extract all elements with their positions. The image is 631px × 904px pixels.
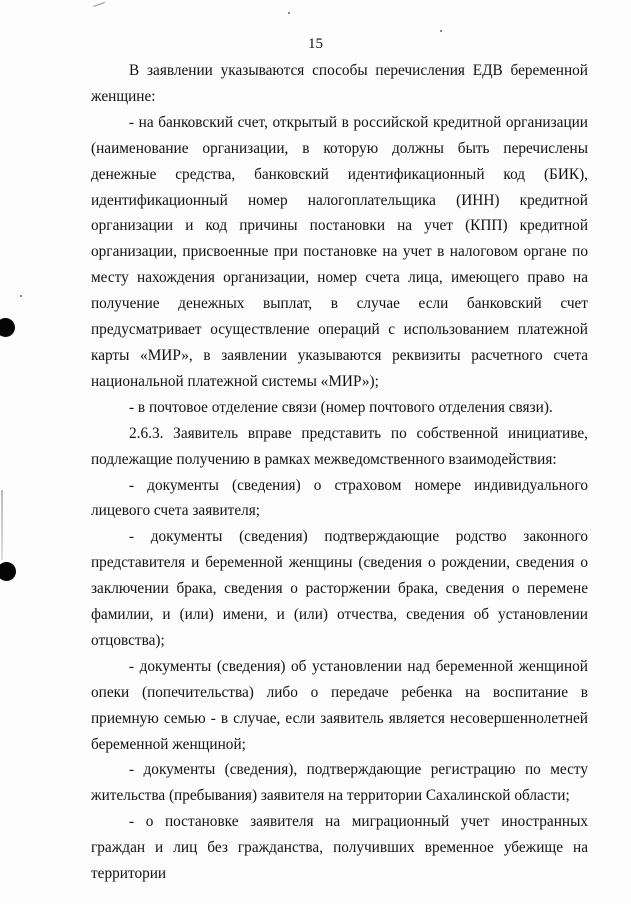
paragraph: - документы (сведения) об установлении над беременной женщиной опеки (попечительства) либо о передаче ребенка на воспитание в приемную семью - в случае, если заявитель является несовершеннолетней беременной женщиной; — [91, 657, 588, 753]
scan-speck — [440, 30, 442, 32]
document-body — [91, 58, 588, 887]
paragraph: В заявлении указываются способы перечисления ЕДВ беременной женщине: — [91, 62, 588, 105]
paragraph: - о постановке заявителя на миграционный учет иностранных граждан и лиц без гражданства, получивших временное убежище на территории — [91, 813, 588, 883]
scan-speck — [20, 295, 22, 297]
paragraph: - на банковский счет, открытый в российской кредитной организации (наименование организации, в которую должны быть перечислены денежные средства, банковский идентификационный код (БИК), идентификационный номер налогоплательщика (ИНН) кредитной организации и код причины постановки на учет (КПП) кредитной организации, присвоенные при постановке на учет в налоговом органе по месту нахождения организации, номер счета лица, имеющего право на получение денежных выплат, в случае если банковский счет предусматривает осуществление операций с использованием платежной карты «МИР», в заявлении указываются реквизиты расчетного счета национальной платежной системы «МИР»); — [91, 113, 588, 390]
scan-edge-shadow — [1, 490, 3, 560]
paragraph: - документы (сведения), подтверждающие регистрацию по месту жительства (пребывания) заявителя на территории Сахалинской области; — [91, 761, 588, 805]
page-number: 15 — [308, 36, 323, 52]
paragraph: - документы (сведения) подтверждающие родство законного представителя и беременной женщины (сведения о рождении, сведения о заключении брака, сведения о расторжении брака, сведения о перемене фамилии, и (или) имени, и (или) отчества, сведения об установлении отцовства); — [91, 528, 588, 649]
punch-hole — [0, 318, 15, 337]
paragraph: - в почтовое отделение связи (номер почтового отделения связи). — [129, 398, 553, 416]
scan-mark — [93, 2, 105, 7]
scan-speck — [288, 12, 290, 14]
punch-hole — [0, 562, 16, 581]
paragraph: - документы (сведения) о страховом номере индивидуального лицевого счета заявителя; — [91, 476, 588, 520]
paragraph: 2.6.3. Заявитель вправе представить по собственной инициативе, подлежащие получению в рамках межведомственного взаимодействия: — [91, 424, 588, 468]
